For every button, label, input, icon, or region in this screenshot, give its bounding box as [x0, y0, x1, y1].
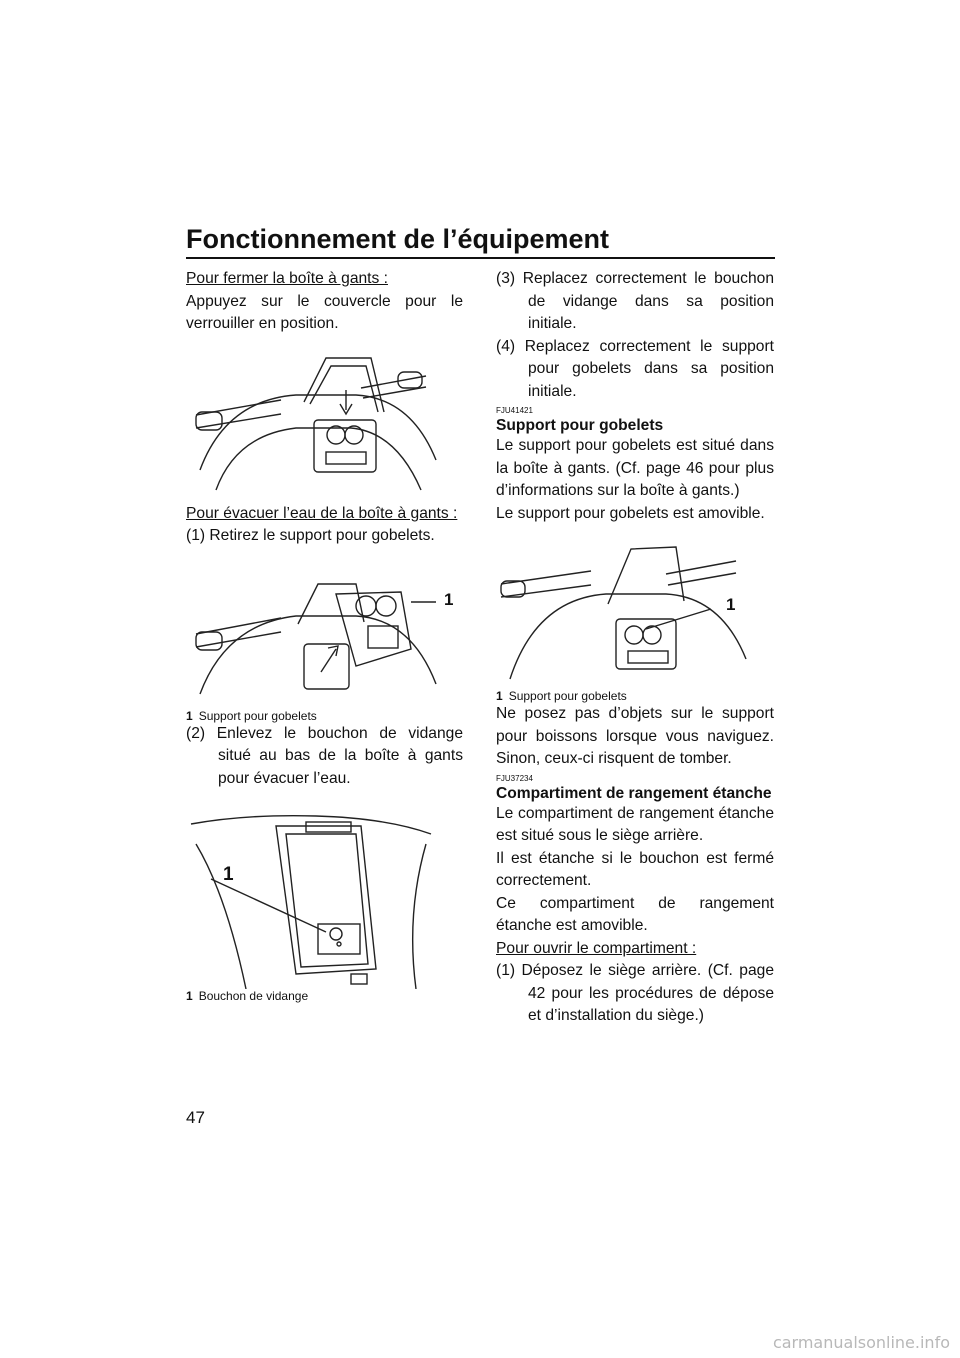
cupholder-text-1: Le support pour gobelets est situé dans la boîte à gants. (Cf. page 46 pour plus d’informations sur la boîte à gants.) — [496, 437, 774, 499]
drain-step-3: (3) Replacez correctement le bouchon de vidange dans sa position initiale. — [496, 270, 774, 332]
fig4-callout-1: 1 — [726, 595, 736, 614]
fig2-callout-1: 1 — [444, 589, 454, 609]
fig3-caption — [186, 989, 463, 1003]
storage-text-3: Ce compartiment de rangement étanche est amovible. — [496, 894, 774, 934]
title-rule — [186, 257, 775, 259]
cupholder-text-2: Le support pour gobelets est amovible. — [496, 504, 765, 522]
drain-step-1: (1) Retirez le support pour gobelets. — [186, 527, 435, 544]
left-column — [186, 268, 463, 1003]
fig3-callout-1: 1 — [223, 864, 234, 885]
close-text: Appuyez sur le couvercle pour le verrouiller en position. — [186, 292, 463, 332]
fig3-caption-text: Bouchon de vidange — [198, 989, 309, 1003]
page-title: Fonctionnement de l’équipement — [186, 224, 610, 254]
storage-text-1: Le compartiment de rangement étanche est situé sous le siège arrière. — [496, 804, 774, 844]
open-heading: Pour ouvrir le compartiment : — [496, 939, 697, 957]
section-code-2: FJU37234 — [496, 773, 533, 783]
figure-remove-cupholder — [186, 554, 463, 709]
drain-heading: Pour évacuer l’eau de la boîte à gants : — [186, 504, 458, 522]
page-number: 47 — [186, 1108, 205, 1127]
close-heading: Pour fermer la boîte à gants : — [186, 270, 388, 287]
open-step-1: (1) Déposez le siège arrière. (Cf. page 42 pour les procédures de dépose et d’installation du siège.) — [496, 962, 774, 1024]
fig2-caption-num: 1 — [186, 708, 193, 723]
fig4-caption-text: Support pour gobelets — [508, 689, 627, 703]
figure-drain-plug — [186, 804, 463, 989]
right-column — [496, 268, 774, 1028]
figure-glovebox-close — [186, 340, 463, 495]
storage-text-2: Il est étanche si le bouchon est fermé correctement. — [496, 849, 774, 889]
warning-text: Ne posez pas d’objets sur le support pour boissons lorsque vous naviguez. Sinon, ceux-ci risquent de tomber. — [496, 705, 774, 767]
fig4-caption-num: 1 — [496, 689, 503, 703]
drain-step-2: (2) Enlevez le bouchon de vidange situé au bas de la boîte à gants pour évacuer l’eau. — [186, 724, 463, 787]
cupholder-heading: Support pour gobelets — [496, 417, 664, 434]
section-code-1: FJU41421 — [496, 406, 533, 415]
watermark: carmanualsonline.info — [772, 1333, 950, 1352]
fig2-caption-text: Support pour gobelets — [198, 708, 317, 723]
fig4-caption — [496, 689, 774, 703]
fig2-caption — [186, 709, 463, 723]
drain-step-4: (4) Replacez correctement le support pour gobelets dans sa position initiale. — [496, 337, 774, 400]
storage-heading: Compartiment de rangement étanche — [496, 784, 772, 802]
fig3-caption-num: 1 — [186, 989, 193, 1003]
